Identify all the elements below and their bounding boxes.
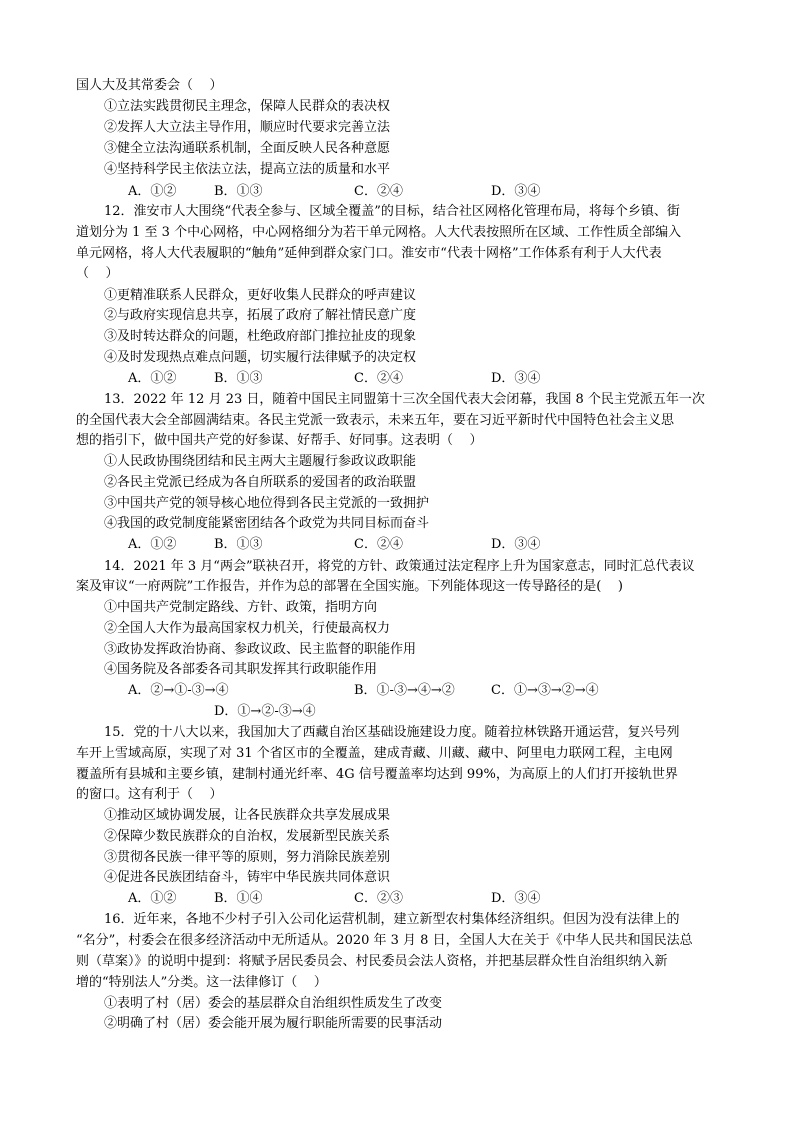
q15-choice-d: D．③④ (491, 891, 541, 906)
q11-option-4: ④坚持科学民主依法立法，提高立法的质量和水平 (104, 162, 391, 177)
q12-option-3: ③及时转达群众的问题，杜绝政府部门推拉扯皮的现象 (104, 329, 417, 344)
q14-choice-c: C．①→③→②→④ (491, 683, 599, 698)
q16-option-2: ②明确了村（居）委会能开展为履行职能所需要的民事活动 (104, 1016, 443, 1031)
q16-stem-line-4: 增的“特别法人”分类。这一法律修订（ ） (76, 975, 327, 990)
q11-choice-c: C．②④ (354, 184, 403, 199)
q15-option-3: ③贯彻各民族一律平等的原则，努力消除民族差别 (104, 850, 391, 865)
q15-option-1: ①推动区域协调发展，让各民族群众共享发展成果 (104, 808, 391, 823)
q12-stem-line-4: （ ） (76, 266, 119, 281)
q11-choice-b: B．①③ (214, 184, 263, 199)
q13-option-1: ①人民政协围绕团结和民主两大主题履行参政议政职能 (104, 454, 417, 469)
q14-option-2: ②全国人大作为最高国家权力机关，行使最高权力 (104, 621, 391, 636)
q12-option-2: ②与政府实现信息共享，拓展了政府了解社情民意广度 (104, 308, 417, 323)
q12-stem-line-1: 12．淮安市人大围绕“代表全参与、区域全覆盖”的目标，结合社区网格化管理布局，将每个乡镇、街 (104, 204, 680, 219)
q11-choice-d: D．③④ (491, 184, 541, 199)
q13-choice-a: A．①② (128, 537, 177, 552)
q12-stem-line-3: 单元网格，将人大代表履职的“触角”延伸到群众家门口。淮安市“代表十网格”工作体系有利于人大代表 (76, 246, 662, 261)
q11-choice-a: A．①② (128, 184, 177, 199)
q16-stem-line-1: 16．近年来，各地不少村子引入公司化运营机制，建立新型农村集体经济组织。但因为没有法律上的 (104, 912, 680, 927)
q14-option-1: ①中国共产党制定路线、方针、政策，指明方向 (104, 600, 378, 615)
q14-choice-b: B．①-③→④→② (354, 683, 455, 698)
q13-choice-c: C．②④ (354, 537, 403, 552)
q14-option-4: ④国务院及各部委各司其职发挥其行政职能作用 (104, 662, 378, 677)
q11-option-1: ①立法实践贯彻民主理念，保障人民群众的表决权 (104, 99, 391, 114)
q14-choice-d: D．①→②-③→④ (214, 704, 316, 719)
q13-choice-b: B．①③ (214, 537, 263, 552)
q14-option-3: ③政协发挥政治协商、参政议政、民主监督的职能作用 (104, 642, 417, 657)
q15-option-2: ②保障少数民族群众的自治权，发展新型民族关系 (104, 829, 391, 844)
q15-stem-line-3: 覆盖所有县城和主要乡镇，建制村通光纤率、4G 信号覆盖率均达到 99%，为高原上的人们打开接轨世界 (76, 767, 678, 782)
q16-stem-line-3: 则（草案）》的说明中提到：将赋予居民委员会、村民委员会法人资格，并把基层群众性自治组织纳入新 (76, 954, 668, 969)
q12-choice-b: B．①③ (214, 371, 263, 386)
q11-option-2: ②发挥人大立法主导作用，顺应时代要求完善立法 (104, 120, 391, 135)
q12-choice-d: D．③④ (491, 371, 541, 386)
q13-stem-line-3: 想的指引下，做中国共产党的好参谋、好帮手、好同事。这表明（ ） (76, 433, 483, 448)
q16-stem-line-2: “名分”，村委会在很多经济活动中无所适从。2020 年 3 月 8 日，全国人大在关于《中华人民共和国民法总 (76, 933, 693, 948)
q13-choice-d: D．③④ (491, 537, 541, 552)
q12-option-1: ①更精准联系人民群众，更好收集人民群众的呼声建议 (104, 288, 417, 303)
q11-stem-tail: 国人大及其常委会（ ） (76, 78, 223, 93)
q16-option-1: ①表明了村（居）委会的基层群众自治组织性质发生了改变 (104, 996, 443, 1011)
q13-option-2: ②各民主党派已经成为各自所联系的爱国者的政治联盟 (104, 475, 417, 490)
q15-stem-line-2: 车开上雪域高原，实现了对 31 个省区市的全覆盖，建成青藏、川藏、藏中、阿里电力联网工程，主电网 (76, 746, 673, 761)
q15-option-4: ④促进各民族团结奋斗，铸牢中华民族共同体意识 (104, 870, 391, 885)
q12-choice-a: A．①② (128, 371, 177, 386)
q13-stem-line-2: 的全国代表大会全部圆满结束。各民主党派一致表示，未来五年，要在习近平新时代中国特色社会主义思 (76, 413, 675, 428)
q14-stem-line-2: 案及审议“一府两院”工作报告，并作为总的部署在全国实施。下列能体现这一传导路径的是( ) (76, 579, 623, 594)
q14-choice-a: A．②→①-③→④ (128, 683, 229, 698)
q15-choice-b: B．①④ (214, 891, 263, 906)
q12-choice-c: C．②④ (354, 371, 403, 386)
q12-option-4: ④及时发现热点难点问题，切实履行法律赋予的决定权 (104, 350, 417, 365)
q15-choice-a: A．①② (128, 891, 177, 906)
q15-choice-c: C．②③ (354, 891, 403, 906)
q14-stem-line-1: 14．2021 年 3 月“两会”联袂召开，将党的方针、政策通过法定程序上升为国家意志，同时汇总代表议 (104, 559, 695, 574)
q11-option-3: ③健全立法沟通联系机制，全面反映人民各种意愿 (104, 141, 391, 156)
q15-stem-line-1: 15．党的十八大以来，我国加大了西藏自治区基础设施建设力度。随着拉林铁路开通运营，复兴号列 (104, 725, 680, 740)
q13-option-3: ③中国共产党的领导核心地位得到各民主党派的一致拥护 (104, 496, 430, 511)
q12-stem-line-2: 道划分为 1 至 3 个中心网格，中心网格细分为若干单元网格。人大代表按照所在区域、工作性质全部编入 (76, 225, 682, 240)
q13-option-4: ④我国的政党制度能紧密团结各个政党为共同目标而奋斗 (104, 516, 430, 531)
q13-stem-line-1: 13．2022 年 12 月 23 日，随着中国民主同盟第十三次全国代表大会闭幕，我国 8 个民主党派五年一次 (104, 392, 705, 407)
q15-stem-line-4: 的窗口。这有利于（ ） (76, 787, 223, 802)
